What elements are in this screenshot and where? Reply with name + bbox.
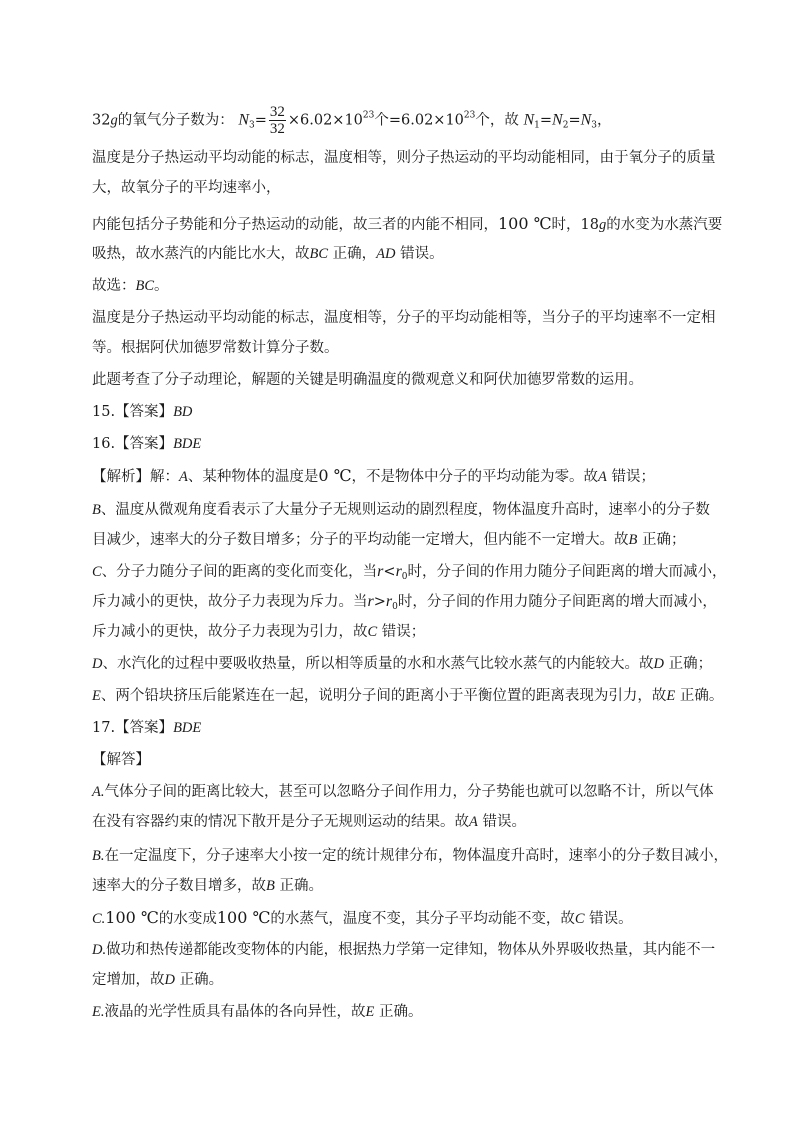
paragraph-line — [92, 654, 722, 674]
option-letters: BC — [135, 278, 155, 294]
text-span: 正确。 — [675, 688, 724, 704]
text-span: 的水蒸气，温度不变，其分子平均动能不变，故 — [270, 911, 575, 927]
formula-unit: g — [110, 112, 118, 129]
option-letter: B — [92, 502, 101, 518]
text-span: 、某种物体的温度是 — [187, 469, 319, 485]
text-span: 在一定温度下，分子速率大小按一定的统计规律分布，物体温度升高时，速率小的分子数目减小， — [104, 848, 728, 864]
paragraph-line — [92, 970, 722, 990]
text-span: 液晶的光学性质具有晶体的各向异性，故 — [104, 1004, 366, 1020]
text-span: 、水汽化的过程中要吸收热量，所以相等质量的水和水蒸气比较水蒸气的内能较大。故 — [102, 656, 654, 672]
paragraph-line — [92, 876, 722, 896]
option-letter: E — [365, 1004, 375, 1020]
text-span: 正确。 — [374, 1004, 423, 1020]
paragraph-line — [92, 686, 722, 706]
paragraph-line — [92, 466, 722, 487]
text-span: 斥力减小的更快，故分子力表现为斥力。当 — [92, 594, 368, 610]
option-letter: D. — [92, 942, 107, 958]
paragraph-line: 温度是分子热运动平均动能的标志，温度相等，则分子热运动的平均动能相同，由于氧分子的质量 — [92, 150, 716, 166]
answer-16 — [92, 434, 722, 454]
less-than: < — [383, 564, 396, 580]
var-n3b: N — [580, 111, 592, 129]
paragraph-line — [92, 940, 722, 960]
var-r: r — [367, 593, 374, 610]
paragraph-line — [92, 846, 728, 866]
paragraph-line — [92, 276, 722, 296]
paragraph-line: 大，故氧分子的平均速率小， — [92, 180, 281, 196]
text-span: 正确， — [328, 246, 377, 262]
var-n3: N — [238, 111, 249, 129]
text-span: 正确； — [663, 656, 713, 672]
option-letter: E — [92, 688, 101, 704]
text-span: 错误。 — [584, 911, 633, 927]
paragraph-line: 等。根据阿伏加德罗常数计算分子数。 — [92, 340, 339, 356]
answer-label: 15.【答案】 — [92, 404, 174, 420]
temperature: 100 ℃ — [216, 908, 271, 927]
temperature: 100 ℃ — [498, 214, 552, 233]
paragraph-line — [92, 244, 722, 264]
paragraph-line — [92, 500, 722, 520]
option-letter: A. — [92, 784, 105, 800]
answer-15 — [92, 402, 722, 422]
text-span: 【解析】解： — [92, 469, 179, 485]
answer-label: 17.【答案】 — [92, 720, 174, 736]
exp-2: 23 — [463, 110, 476, 121]
option-letter: C — [574, 911, 585, 927]
text-span: 在没有容器约束的情况下散开是分子无规则运动的结果。故 — [92, 814, 469, 830]
answer-17 — [92, 718, 722, 738]
option-letter: D — [164, 972, 175, 988]
text-span: 错误。 — [395, 246, 444, 262]
paragraph-line: 此题考查了分子动理论，解题的关键是明确温度的微观意义和阿伏加德罗常数的运用。 — [92, 372, 643, 388]
option-letter: B — [266, 878, 275, 894]
text-span: 定增加，故 — [92, 972, 165, 988]
text-span: 正确； — [637, 532, 686, 548]
text-span: 正确。 — [274, 878, 323, 894]
option-letters: AD — [376, 246, 396, 262]
answer-value: BD — [173, 404, 193, 420]
text-span: 错误； — [606, 469, 655, 485]
paragraph-line — [92, 530, 722, 550]
option-letters: BC — [309, 246, 329, 262]
sub-3b: 3 — [591, 120, 598, 131]
formula-end: ， — [597, 112, 612, 129]
option-letter: A — [598, 469, 607, 485]
exp-1: 23 — [362, 110, 375, 121]
option-letter: C — [92, 564, 102, 580]
text-span: ，不是物体中分子的平均动能为零。故 — [351, 469, 599, 485]
formula-tail: 个，故 — [475, 112, 519, 129]
paragraph-line — [92, 592, 722, 612]
fraction-denominator: 32 — [269, 121, 285, 137]
paragraph-line — [92, 562, 727, 582]
formula-result: 个=6.02×10 — [374, 112, 464, 129]
sub-3: 3 — [248, 120, 255, 131]
formula-line — [92, 104, 722, 137]
fraction-numerator: 32 — [269, 104, 285, 120]
formula-prefix: 的氧气分子数为： — [117, 112, 234, 129]
text-span: 错误。 — [477, 814, 526, 830]
text-span: 、分子力随分子间的距离的变化而变化，当 — [101, 564, 378, 580]
text-span: 时，分子间的作用力随分子间距离的增大而减小， — [397, 594, 717, 610]
text-span: 时，分子间的作用力随分子间距离的增大而减小， — [407, 564, 727, 580]
option-letter: A — [179, 469, 188, 485]
option-letter: D — [653, 656, 664, 672]
var-r0: r — [395, 563, 402, 580]
text-span: 内能包括分子势能和分子热运动的动能，故三者的内能不相同， — [92, 217, 498, 233]
paragraph-line: 温度是分子热运动平均动能的标志，温度相等，分子的平均动能相等，当分子的平均速率不一定相 — [92, 310, 716, 326]
unit-g: g — [598, 217, 607, 233]
option-letter: D — [92, 656, 103, 672]
var-r0: r — [385, 593, 393, 610]
option-letter: A — [469, 814, 478, 830]
text-span: 时，18 — [551, 217, 599, 233]
var-n2: N — [552, 111, 563, 129]
paragraph-line — [92, 622, 722, 642]
text-span: 故选： — [92, 278, 136, 294]
text-span: 目减少，速率大的分子数目增多；分子的平均动能一定增大，但内能不一定增大。故 — [92, 532, 629, 548]
paragraph-line — [92, 214, 722, 235]
paragraph-line — [92, 782, 722, 802]
option-letter: E. — [92, 1004, 105, 1020]
greater-than: > — [373, 594, 386, 610]
text-span: 正确。 — [174, 972, 224, 988]
temperature: 0 ℃ — [318, 466, 352, 485]
text-span: 。 — [154, 278, 169, 294]
answer-label: 16.【答案】 — [92, 436, 174, 452]
formula-mult: ×6.02×10 — [287, 112, 363, 129]
option-letter: E — [666, 688, 676, 704]
temperature: 100 ℃ — [105, 908, 159, 927]
fraction — [269, 104, 286, 137]
var-r: r — [377, 563, 384, 580]
answer-value: BDE — [173, 720, 202, 736]
sub-1: 1 — [534, 120, 540, 131]
section-heading: 【解答】 — [92, 752, 150, 768]
sub-0: 0 — [401, 572, 408, 582]
text-span: 斥力减小的更快，故分子力表现为引力，故 — [92, 624, 368, 640]
text-span: 气体分子间的距离比较大，甚至可以忽略分子间作用力，分子势能也就可以忽略不计，所以气体 — [104, 784, 714, 800]
option-letter: C — [367, 624, 378, 640]
text-span: 错误； — [377, 624, 426, 640]
option-letter: B. — [92, 848, 105, 864]
sub-2: 2 — [562, 120, 569, 131]
eq-2: = — [539, 112, 553, 129]
paragraph-line — [92, 1002, 722, 1022]
var-n1: N — [523, 111, 535, 129]
formula-mass: 32 — [92, 112, 111, 129]
text-span: 、两个铅块挤压后能紧连在一起，说明分子间的距离小于平衡位置的距离表现为引力，故 — [100, 688, 667, 704]
paragraph-line — [92, 908, 722, 929]
sub-0: 0 — [392, 602, 398, 612]
paragraph-line — [92, 812, 722, 832]
text-span: 的水变为水蒸汽要 — [606, 217, 723, 233]
text-span: 、温度从微观角度看表示了大量分子无规则运动的剧烈程度，物体温度升高时，速率小的分子数 — [100, 502, 710, 518]
text-span: 做功和热传递都能改变物体的内能，根据热力学第一定律知，物体从外界吸收热量，其内能不一 — [106, 942, 716, 958]
option-letter: B — [628, 532, 638, 548]
text-span: 的水变成 — [158, 911, 217, 927]
option-letter: C. — [92, 911, 106, 927]
text-span: 吸热，故水蒸汽的内能比水大，故 — [92, 246, 310, 262]
eq: = — [254, 112, 267, 129]
eq-3: = — [568, 112, 581, 129]
text-span: 速率大的分子数目增多，故 — [92, 878, 266, 894]
answer-value: BDE — [173, 436, 202, 452]
